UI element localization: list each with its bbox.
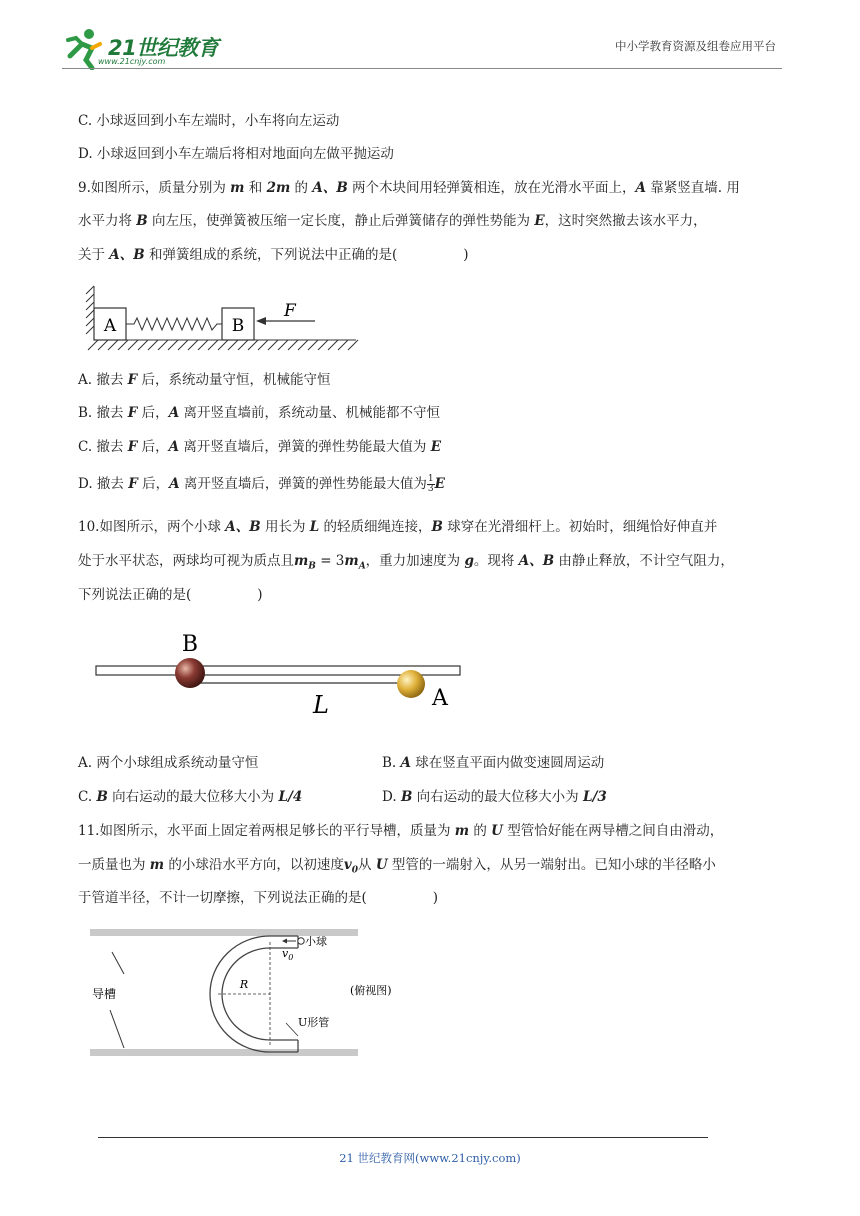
- logo-url: www.21cnjy.com: [98, 57, 166, 66]
- q11-stem-line3: 于管道半径，不计一切摩擦，下列说法正确的是( ): [78, 890, 439, 906]
- groove-bottom: [90, 1049, 358, 1056]
- ball-a: [397, 670, 425, 698]
- velocity-arrow-head: [282, 939, 287, 944]
- ball-b-label: B: [181, 632, 199, 657]
- logo-text: 21世纪教育: [108, 36, 219, 60]
- small-ball: [298, 938, 304, 944]
- q10-option-c: C. B 向右运动的最大位移大小为 L/4: [78, 789, 303, 805]
- radius-label: R: [239, 978, 249, 991]
- site-logo: [62, 26, 232, 72]
- utube-pointer: [286, 1023, 298, 1036]
- q10-option-b: B. A 球在竖直平面内做变速圆周运动: [382, 755, 605, 771]
- spring: [126, 318, 222, 330]
- ball-b: [175, 658, 205, 688]
- wall-hatch: [86, 286, 94, 340]
- q10-option-a: A. 两个小球组成系统动量守恒: [78, 755, 259, 771]
- q11-stem-line2: 一质量也为 m 的小球沿水平方向，以初速度$v_0$从 U 型管的一端射入，从另一端射出。已知小球的半径略小: [78, 857, 716, 876]
- prev-option-d: D. 小球返回到小车左端后将相对地面向左做平抛运动: [78, 146, 394, 162]
- header-divider: [62, 68, 782, 69]
- floor-hatch: [88, 340, 358, 350]
- fraction-one-third: $\frac{1}{3}$: [427, 474, 434, 494]
- footer-divider: [98, 1137, 708, 1138]
- q10-stem-line1: 10.如图所示，两个小球 A、B 用长为 L 的轻质细绳连接，B 球穿在光滑细杆上。初始时，细绳恰好伸直并: [78, 519, 718, 535]
- ball-label: 小球: [305, 935, 327, 948]
- v0-label: $v_0$: [282, 947, 294, 962]
- q10-option-d: D. B 向右运动的最大位移大小为 L/3: [382, 789, 607, 805]
- q9-option-b: B. 撤去 F 后，A 离开竖直墙前，系统动量、机械能都不守恒: [78, 405, 440, 421]
- block-a-label: A: [103, 316, 117, 336]
- block-b-label: B: [231, 316, 245, 336]
- length-label: L: [313, 691, 329, 719]
- q11-stem-line1: 11.如图所示，水平面上固定着两根足够长的平行导槽，质量为 m 的 U 型管恰好能在两导槽之间自由滑动，: [78, 823, 724, 839]
- groove-pointer-top: [112, 952, 124, 974]
- ball-a-label: A: [432, 686, 448, 711]
- groove-label: 导槽: [92, 987, 117, 1001]
- utube-label: U形管: [298, 1016, 330, 1029]
- q11-utube-figure: [88, 926, 414, 1060]
- top-view-label: (俯视图): [350, 984, 392, 997]
- q9-stem-line3: 关于 A、B 和弹簧组成的系统，下列说法中正确的是( ): [78, 247, 469, 263]
- q10-rod-figure: [92, 625, 464, 720]
- q9-option-d: D. 撤去 F 后，A 离开竖直墙后，弹簧的弹性势能最大值为 $\frac{1}{3}$ E: [78, 474, 445, 494]
- force-label: F: [284, 301, 296, 321]
- header-platform-text: 中小学教育资源及组卷应用平台: [615, 39, 776, 53]
- q10-stem-line2: 处于水平状态，两球均可视为质点且$m_B = 3m_A$，重力加速度为 g。现将 A、B 由静止释放，不计空气阻力，: [78, 553, 734, 572]
- groove-pointer-bottom: [110, 1010, 124, 1048]
- q9-stem-line2: 水平力将 B 向左压，使弹簧被压缩一定长度，静止后弹簧储存的弹性势能为 E，这时突然撤去该水平力，: [78, 213, 707, 229]
- q10-stem-line3: 下列说法正确的是( ): [78, 587, 263, 603]
- q9-stem-line1: 9.如图所示，质量分别为 m 和 2m 的 A、B 两个木块间用轻弹簧相连，放在光滑水平面上，A 靠紧竖直墙. 用: [78, 180, 740, 196]
- prev-option-c: C. 小球返回到小车左端时，小车将向左运动: [78, 113, 340, 129]
- q9-spring-figure: [80, 284, 362, 352]
- force-arrow-head: [256, 317, 266, 325]
- footer-text: 21 世纪教育网(www.21cnjy.com): [339, 1151, 521, 1165]
- q9-option-c: C. 撤去 F 后，A 离开竖直墙后，弹簧的弹性势能最大值为 E: [78, 439, 441, 455]
- q9-option-a: A. 撤去 F 后，系统动量守恒，机械能守恒: [78, 372, 331, 388]
